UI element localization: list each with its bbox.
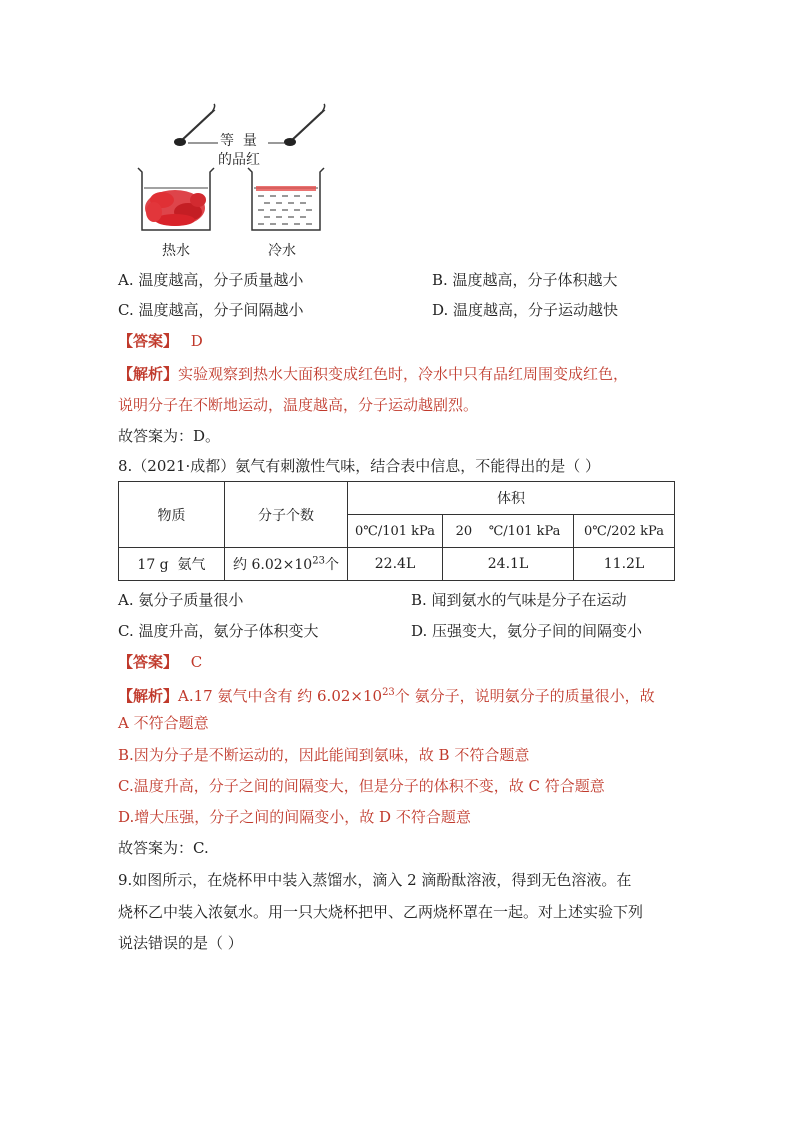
analysis-tag: 【解析】 [118, 365, 179, 383]
q7-analysis-line2: 说明分子在不断地运动，温度越高，分子运动越剧烈。 [118, 396, 479, 414]
q8-option-a: A. 氨分子质量很小 [118, 591, 244, 609]
cell-volume-2: 24.1L [443, 548, 574, 581]
hot-water-beaker [138, 168, 214, 230]
analysis-a-pre: A.17 氨气中含有 约 6.02×10 [178, 687, 383, 705]
q7-conclusion: 故答案为：D。 [118, 427, 221, 445]
hot-water-caption: 热水 [162, 243, 190, 259]
q9-line2: 烧杯乙中装入浓氨水。用一只大烧杯把甲、乙两烧杯罩在一起。对上述实验下列 [118, 903, 644, 921]
count-unit: 个 [324, 557, 339, 573]
header-cond-1: 0℃/101 kPa [348, 515, 443, 548]
q8-analysis-a2: A 不符合题意 [118, 714, 209, 732]
answer-value: D [190, 332, 203, 350]
header-cond-3: 0℃/202 kPa [574, 515, 675, 548]
q7-answer [118, 331, 203, 351]
q7-analysis-line1 [118, 364, 628, 384]
q8-analysis-c: C.温度升高，分子之间的间隔变大，但是分子的体积不变，故 C 符合题意 [118, 777, 605, 795]
cell-volume-3: 11.2L [574, 548, 675, 581]
figure-label-equal: 等 量 [220, 133, 257, 149]
right-spoon-icon [284, 104, 325, 146]
analysis-text: 实验观察到热水大面积变成红色时，冷水中只有品红周围变成红色， [178, 365, 629, 383]
q8-option-d: D. 压强变大，氨分子间的间隔变小 [411, 622, 643, 640]
cell-molecule-count [225, 548, 348, 581]
count-exponent: 23 [312, 555, 325, 567]
left-spoon-icon [174, 104, 215, 146]
q8-option-c: C. 温度升高，氨分子体积变大 [118, 622, 319, 640]
q8-analysis-b: B.因为分子是不断运动的，因此能闻到氨味，故 B 不符合题意 [118, 746, 530, 764]
q8-answer [118, 652, 202, 672]
cold-water-beaker [248, 168, 324, 230]
cell-volume-1: 22.4L [348, 548, 443, 581]
q8-analysis-a [118, 683, 655, 706]
q7-option-a: A. 温度越高，分子质量越小 [118, 271, 304, 289]
q7-option-c: C. 温度越高，分子间隔越小 [118, 301, 304, 319]
experiment-figure [130, 100, 340, 260]
q7-option-d: D. 温度越高，分子运动越快 [432, 301, 619, 319]
header-cond-2: 20 ℃/101 kPa [443, 515, 574, 548]
q9-line3: 说法错误的是（ ） [118, 934, 243, 952]
q8-stem: 8.（2021·成都）氨气有刺激性气味，结合表中信息，不能得出的是（ ） [118, 457, 601, 475]
answer-value: C [190, 653, 203, 671]
count-base: 约 6.02×10 [233, 557, 313, 573]
header-volume: 体积 [348, 482, 675, 515]
cell-substance: 17 g 氨气 [119, 548, 225, 581]
ammonia-table [118, 481, 675, 581]
q8-analysis-d: D.增大压强，分子之间的间隔变小，故 D 不符合题意 [118, 808, 471, 826]
q8-option-b: B. 闻到氨水的气味是分子在运动 [411, 591, 627, 609]
analysis-a-post: 个 氨分子，说明氨分子的质量很小，故 [394, 687, 655, 705]
header-molecule-count: 分子个数 [225, 482, 348, 548]
cold-water-caption: 冷水 [268, 243, 296, 259]
q8-conclusion: 故答案为：C. [118, 839, 209, 857]
water-dashes [258, 196, 312, 224]
beakers-illustration [130, 100, 340, 260]
q9-line1: 9.如图所示，在烧杯甲中装入蒸馏水，滴入 2 滴酚酞溶液，得到无色溶液。在 [118, 871, 632, 889]
header-substance: 物质 [119, 482, 225, 548]
analysis-tag: 【解析】 [118, 687, 179, 705]
figure-label-dye: 的品红 [218, 152, 260, 168]
answer-tag: 【答案】 [118, 653, 179, 671]
answer-tag: 【答案】 [118, 332, 179, 350]
q7-option-b: B. 温度越高，分子体积越大 [432, 271, 618, 289]
analysis-a-exp: 23 [382, 687, 395, 698]
red-dye-cloud [145, 190, 206, 226]
